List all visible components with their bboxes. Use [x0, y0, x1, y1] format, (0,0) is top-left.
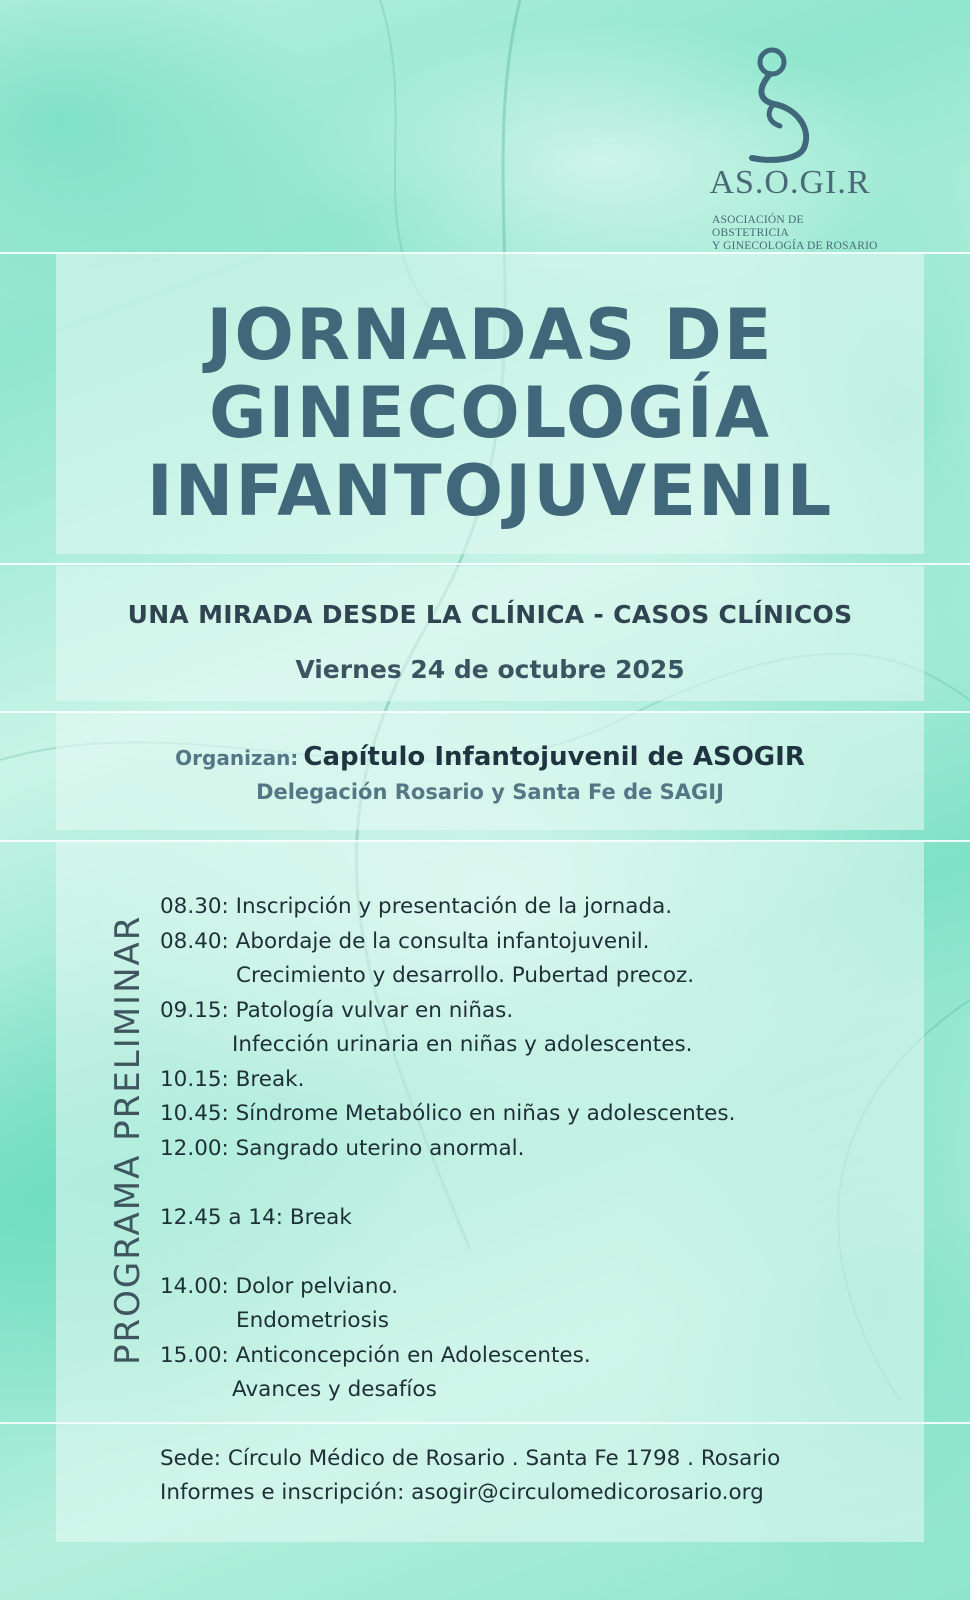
event-date: Viernes 24 de octubre 2025 [295, 655, 685, 684]
schedule-item: Avances y desafíos [232, 1377, 437, 1402]
schedule-item: 12.45 a 14: Break [160, 1204, 352, 1230]
schedule-item: 09.15: Patología vulvar en niñas. [160, 997, 514, 1023]
divider [0, 563, 970, 565]
program-heading: PROGRAMA PRELIMINAR [108, 914, 148, 1365]
schedule-item: 10.15: Break. [160, 1066, 305, 1092]
venue-text: Sede: Círculo Médico de Rosario . Santa Fe 1798 . Rosario [160, 1446, 781, 1471]
organizers-name: Capítulo Infantojuvenil de ASOGIR [303, 742, 805, 772]
title-line: JORNADAS DE [206, 294, 774, 376]
event-subtitle: UNA MIRADA DESDE LA CLÍNICA - CASOS CLÍNICOS [127, 600, 853, 629]
divider [0, 1422, 970, 1424]
divider [0, 711, 970, 713]
program-schedule [160, 890, 900, 1408]
footer-info [160, 1442, 900, 1510]
schedule-item: Infección urinaria en niñas y adolescentes. [232, 1032, 693, 1057]
title-line: GINECOLOGÍA [208, 372, 772, 454]
schedule-item: 15.00: Anticoncepción en Adolescentes. [160, 1342, 591, 1368]
logo-wordmark: AS.O.GI.R [709, 164, 871, 201]
logo-subtitle: ASOCIACIÓN DE OBSTETRICIA Y GINECOLOGÍA DE ROSARIO [712, 214, 878, 252]
title-line: INFANTOJUVENIL [146, 450, 834, 532]
organizers-label: Organizan: [175, 746, 299, 770]
schedule-item: 08.40: Abordaje de la consulta infantojuvenil. [160, 928, 650, 954]
pregnant-woman-icon [700, 44, 880, 164]
schedule-item: 14.00: Dolor pelviano. [160, 1273, 399, 1299]
organizers-line [56, 742, 924, 772]
delegation: Delegación Rosario y Santa Fe de SAGIJ [256, 780, 724, 804]
schedule-item: 12.00: Sangrado uterino anormal. [160, 1135, 525, 1161]
divider [0, 840, 970, 842]
contact-text: Informes e inscripción: asogir@circulomedicorosario.org [160, 1480, 764, 1505]
asogir-logo [700, 44, 880, 252]
schedule-item: Endometriosis [236, 1308, 389, 1333]
schedule-item: 10.45: Síndrome Metabólico en niñas y adolescentes. [160, 1101, 736, 1126]
schedule-item: Crecimiento y desarrollo. Pubertad precoz. [236, 963, 695, 988]
page-title [56, 296, 924, 530]
schedule-item: 08.30: Inscripción y presentación de la jornada. [160, 894, 673, 919]
